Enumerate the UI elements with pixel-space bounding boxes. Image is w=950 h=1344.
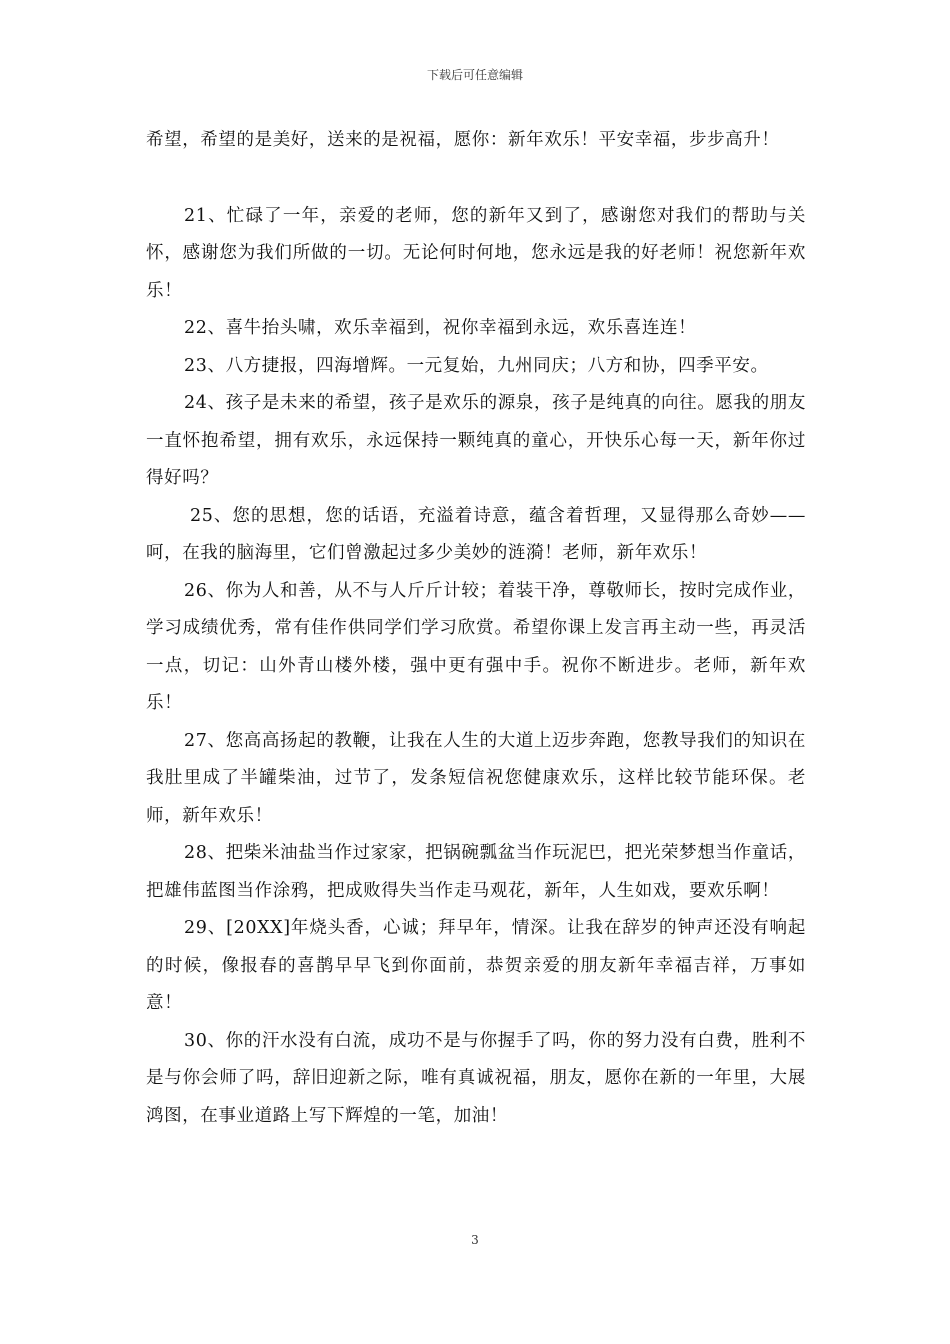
paragraph-27: 27、您高高扬起的教鞭，让我在人生的大道上迈步奔跑，您教导我们的知识在我肚里成了半罐柴油，过节了，发条短信祝您健康欢乐，这样比较节能环保。老师，新年欢乐！ <box>146 730 806 826</box>
paragraph-continuation: 希望，希望的是美好，送来的是祝福，愿你：新年欢乐！平安幸福，步步高升！ <box>146 130 780 150</box>
paragraph-26: 26、你为人和善，从不与人斤斤计较；着装干净，尊敬师长，按时完成作业，学习成绩优秀，常有佳作供同学们学习欣赏。希望你课上发言再主动一些，再灵活一点，切记：山外青山楼外楼，强中更有强中手。祝你不断进步。老师，新年欢乐！ <box>146 580 806 713</box>
paragraph-29: 29、[20XX]年烧头香，心诚；拜早年，情深。让我在辞岁的钟声还没有响起的时候，像报春的喜鹊早早飞到你面前，恭贺亲爱的朋友新年幸福吉祥，万事如意！ <box>146 918 806 1013</box>
paragraph-gap <box>146 160 806 198</box>
page-header: 下载后可任意编辑 <box>426 68 523 82</box>
paragraph-22: 22、喜牛抬头啸，欢乐幸福到，祝你幸福到永远，欢乐喜连连！ <box>184 318 697 338</box>
paragraph-23: 23、八方捷报，四海增辉。一元复始，九州同庆；八方和协，四季平安。 <box>184 355 769 376</box>
paragraph-28: 28、把柴米油盐当作过家家，把锅碗瓢盆当作玩泥巴，把光荣梦想当作童话，把雄伟蓝图当作涂鸦，把成败得失当作走马观花，新年，人生如戏，要欢乐啊！ <box>146 843 806 901</box>
paragraph-25: 25、您的思想，您的话语，充溢着诗意，蕴含着哲理，又显得那么奇妙——呵，在我的脑海里，它们曾激起过多少美妙的涟漪！老师，新年欢乐！ <box>146 505 806 563</box>
document-body <box>146 122 806 1135</box>
page-number: 3 <box>471 1233 479 1247</box>
paragraph-24: 24、孩子是未来的希望，孩子是欢乐的源泉，孩子是纯真的向往。愿我的朋友一直怀抱希望，拥有欢乐，永远保持一颗纯真的童心，开快乐心每一天，新年你过得好吗？ <box>146 393 806 488</box>
paragraph-30: 30、你的汗水没有白流，成功不是与你握手了吗，你的努力没有白费，胜利不是与你会师了吗，辞旧迎新之际，唯有真诚祝福，朋友，愿你在新的一年里，大展鸿图，在事业道路上写下辉煌的一笔，加油！ <box>146 1030 806 1126</box>
paragraph-21: 21、忙碌了一年，亲爱的老师，您的新年又到了，感谢您对我们的帮助与关怀，感谢您为我们所做的一切。无论何时何地，您永远是我的好老师！祝您新年欢乐！ <box>146 205 806 301</box>
